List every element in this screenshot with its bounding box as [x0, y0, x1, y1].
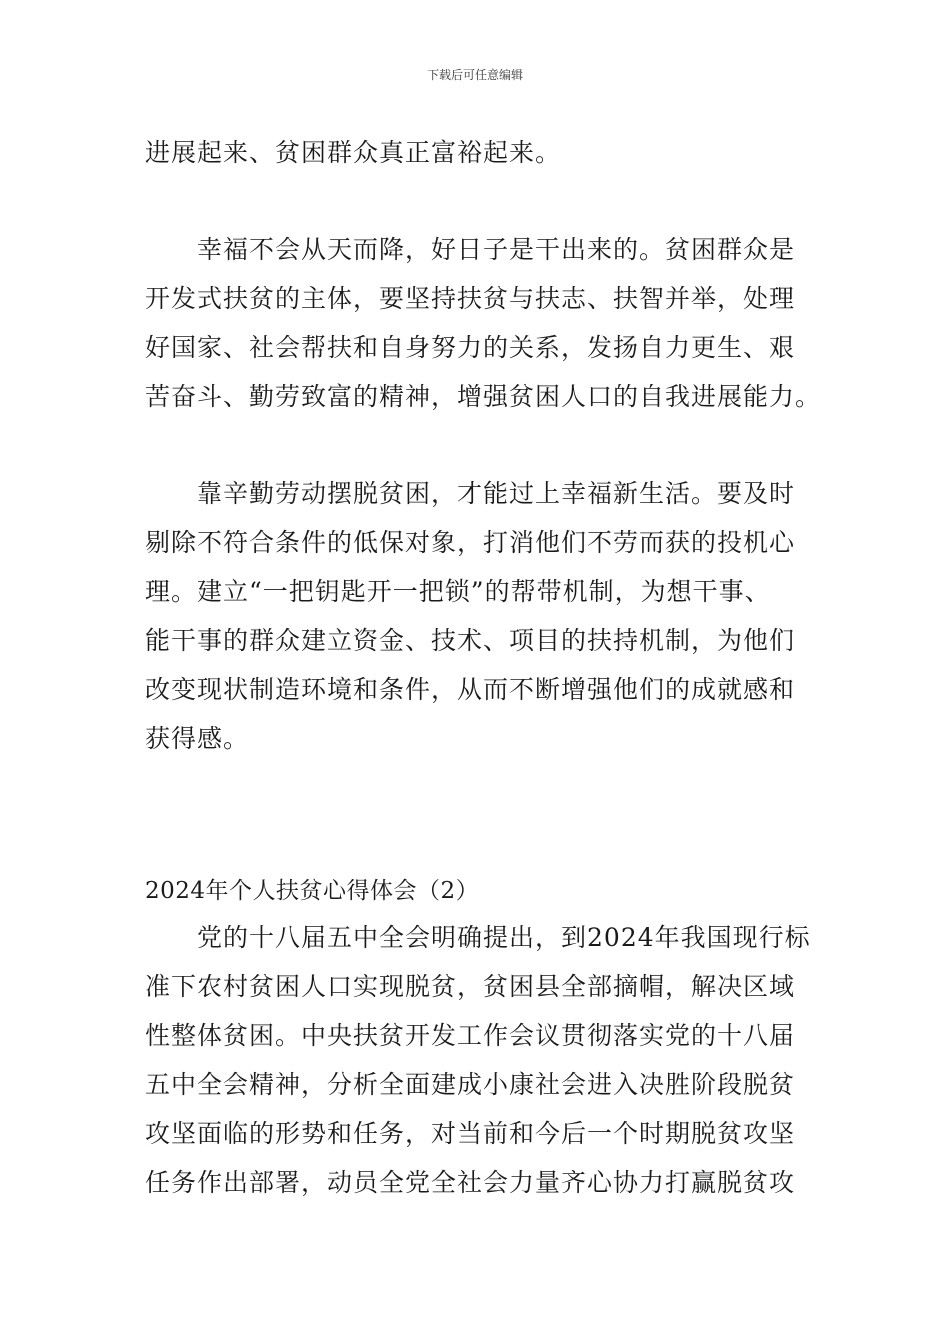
text-line: 开发式扶贫的主体，要坚持扶贫与扶志、扶智并举，处理 [145, 284, 796, 313]
header-note: 下载后可任意编辑 [426, 68, 523, 82]
text-line: 能干事的群众建立资金、技术、项目的扶持机制，为他们 [145, 626, 796, 655]
text-line: 靠辛勤劳动摆脱贫困，才能过上幸福新生活。要及时 [145, 479, 796, 508]
paragraph-3 [145, 469, 815, 763]
document-body [145, 128, 822, 1207]
paragraph-4 [145, 913, 815, 1207]
text-line: 理。建立“一把钥匙开一把锁”的帮带机制，为想干事、 [145, 577, 771, 606]
text-line: 准下农村贫困人口实现脱贫，贫困县全部摘帽，解决区域 [145, 972, 796, 1001]
paragraph-2 [145, 225, 822, 421]
text-line: 幸福不会从天而降，好日子是干出来的。贫困群众是 [145, 235, 796, 264]
paragraph-1 [145, 128, 815, 177]
text-line: 任务作出部署，动员全党全社会力量齐心协力打赢脱贫攻 [145, 1168, 796, 1197]
text-line: 党的十八届五中全会明确提出，到2024年我国现行标 [145, 923, 811, 952]
text-line: 改变现状制造环境和条件，从而不断增强他们的成就感和 [145, 675, 796, 704]
text-line: 攻坚面临的形势和任务，对当前和今后一个时期脱贫攻坚 [145, 1119, 796, 1148]
text-line: 剔除不符合条件的低保对象，打消他们不劳而获的投机心 [145, 528, 796, 557]
text-line: 苦奋斗、勤劳致富的精神，增强贫困人口的自我进展能力。 [145, 382, 822, 411]
section-heading: 2024年个人扶贫心得体会（2） [145, 878, 480, 904]
text-line: 获得感。 [145, 724, 250, 753]
text-line: 好国家、社会帮扶和自身努力的关系，发扬自力更生、艰 [145, 333, 796, 362]
text-line: 性整体贫困。中央扶贫开发工作会议贯彻落实党的十八届 [145, 1021, 796, 1050]
text-line: 五中全会精神，分析全面建成小康社会进入决胜阶段脱贫 [145, 1070, 796, 1099]
text-line: 进展起来、贫困群众真正富裕起来。 [145, 138, 562, 167]
